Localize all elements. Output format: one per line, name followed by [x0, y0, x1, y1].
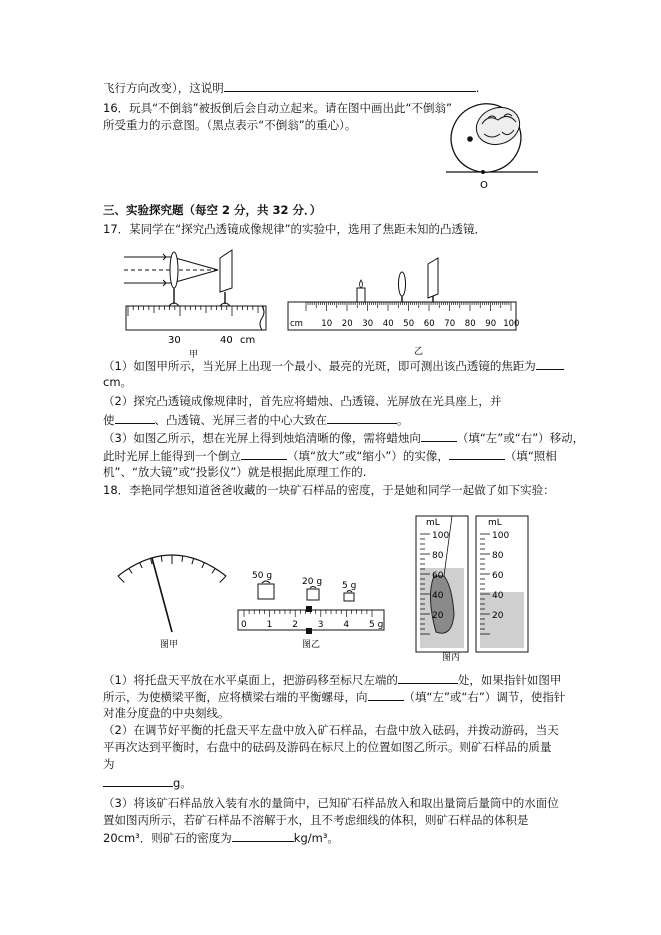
fig-jia-caption: 甲: [189, 350, 199, 358]
q18-figure-bing-cylinders: [412, 512, 532, 662]
lens-jia: [170, 252, 178, 288]
weight-20g: [307, 589, 319, 600]
ore-mass-blank[interactable]: [103, 775, 173, 787]
center-of-gravity-dot: [467, 136, 473, 142]
q15-blank[interactable]: [224, 80, 476, 92]
ruler-yi-unit: cm: [290, 319, 303, 329]
cylinder-tick-label: 40: [492, 591, 504, 601]
q17-p2b: 使 、凸透镜、光屏三者的中心大致在 。: [103, 413, 409, 427]
weight-50g: [258, 584, 274, 599]
q17-p2a: （2）探究凸透镜成像规律时，首先应将蜡烛、凸透镜、光屏放在光具座上，并: [103, 394, 502, 408]
ruler-yi-label: 80: [464, 319, 476, 329]
weight-20g-label: 20 g: [302, 577, 323, 587]
q17-stem: 17．某同学在“探究凸透镜成像规律”的实验中，选用了焦距未知的凸透镜．: [103, 222, 487, 236]
screen-yi: [428, 258, 438, 298]
focal-length-blank[interactable]: [536, 358, 564, 370]
rider-scale-label: 0: [241, 620, 247, 630]
q17-p3b: 此时光屏上能得到一个倒立 （填“放大”或“缩小”）的实像， （填“照相: [103, 449, 557, 463]
weight-5g-label: 5 g: [342, 581, 357, 591]
q18-figure-yi-weights: [236, 566, 386, 652]
q18-p3b: 置如图丙所示，若矿石样品不溶解于水，且不考虑细线的体积，则矿石样品的体积是: [103, 813, 529, 827]
candle: [357, 288, 365, 302]
fig-bing-caption: 图丙: [442, 653, 461, 662]
cylinder-tick-label: 80: [432, 551, 444, 561]
rider-scale-label: 5 g: [369, 620, 384, 630]
cylinder-tick-label: 20: [492, 611, 504, 621]
center-height-blank-a[interactable]: [115, 412, 155, 424]
fig-yi-caption: 乙: [414, 347, 424, 356]
ruler-yi-label: 70: [444, 319, 456, 329]
cylinder-right-unit: mL: [488, 518, 502, 528]
q16-line2: 所受重力的示意图。（黑点表示“不倒翁”的重心）。: [103, 118, 357, 132]
cylinder-tick-label: 40: [432, 591, 444, 601]
q18-p2b: 平再次达到平衡时，右盘中的砝码及游码在标尺上的位置如图乙所示。则矿石样品的质量: [103, 740, 552, 754]
ruler-jia-label-40: 40: [220, 335, 233, 346]
nut-direction-blank[interactable]: [368, 689, 404, 701]
image-size-blank[interactable]: [241, 448, 287, 460]
q18-p3c: 20cm³．则矿石的密度为 kg/m³。: [103, 831, 339, 845]
pivot-point: [481, 170, 485, 174]
rider-scale-label: 1: [266, 620, 273, 630]
rider-scale-label: 3: [317, 620, 324, 630]
density-blank[interactable]: [232, 830, 294, 842]
weight-5g: [344, 593, 354, 601]
ruler-yi-label: 100: [503, 319, 520, 329]
q17-figure-jia: [122, 248, 268, 358]
q17-p3a: （3）如图乙所示，想在光屏上得到烛焰清晰的像，需将蜡烛向 （填“左”或“右”）移动，: [103, 431, 585, 445]
q18-p3a: （3）将该矿石样品放入装有水的量筒中，已知矿石样品放入和取出量筒后量筒中的水面位: [103, 796, 559, 810]
candle-flame: [360, 280, 363, 288]
ruler-yi-label: 10: [321, 319, 333, 329]
balance-pointer: [152, 558, 172, 632]
q18-p1a: （1）将托盘天平放在水平桌面上，把游码移至标尺左端的 处，如果指针如图甲: [103, 673, 562, 687]
q18-p2d: g。: [103, 775, 192, 790]
cylinder-tick-label: 20: [432, 611, 444, 621]
q18-p2a: （2）在调节好平衡的托盘天平左盘中放入矿石样品，右盘中放入砝码，并拨动游码，当天: [103, 723, 559, 737]
ruler-yi-label: 60: [423, 319, 435, 329]
screen-jia: [220, 250, 232, 292]
weight-50g-label: 50 g: [252, 571, 273, 581]
fig-jia-caption-q18: 图甲: [160, 640, 179, 650]
ruler-yi-label: 50: [403, 319, 415, 329]
ruler-jia-unit: cm: [240, 335, 256, 346]
ruler-yi-label: 30: [362, 319, 374, 329]
cylinder-left-unit: mL: [426, 518, 440, 528]
q17-p1b: cm。: [103, 375, 133, 389]
cylinder-tick-label: 100: [432, 531, 450, 541]
q18-p1c: 对准分度盘的中央刻线。: [103, 706, 230, 720]
lens-yi: [399, 272, 406, 296]
pivot-label: O: [480, 180, 488, 191]
rider[interactable]: [306, 606, 312, 612]
cylinder-tick-label: 80: [492, 551, 504, 561]
q18-figure-jia-dial: [112, 534, 232, 654]
ruler-jia-label-30: 30: [168, 335, 181, 346]
ruler-yi-label: 40: [382, 319, 394, 329]
q18-p2c: 为: [103, 757, 115, 771]
q17-p1a: （1）如图甲所示，当光屏上出现一个最小、最亮的光斑，即可测出该凸透镜的焦距为: [103, 358, 564, 373]
candle-direction-blank[interactable]: [421, 430, 457, 442]
fig-yi-caption-q18: 图乙: [302, 640, 321, 650]
instrument-blank[interactable]: [449, 448, 505, 460]
section3-title: 三、实验探究题（每空 2 分，共 32 分．）: [103, 203, 322, 217]
ruler-yi-label: 20: [341, 319, 353, 329]
cylinder-tick-label: 100: [492, 531, 510, 541]
q15-tail: 飞行方向改变），这说明 .: [103, 81, 480, 95]
tumbler-figure: [440, 96, 544, 192]
zero-mark-blank[interactable]: [398, 672, 458, 684]
q18-stem: 18．李艳同学想知道爸爸收藏的一块矿石样品的密度，于是她和同学一起做了如下实验：: [103, 483, 555, 497]
cylinder-tick-label: 60: [432, 571, 444, 581]
q17-p3c: 机”、“放大镜”或“投影仪”）就是根据此原理工作的.: [103, 465, 367, 479]
ruler-yi-label: 90: [485, 319, 497, 329]
cylinder-tick-label: 60: [492, 571, 504, 581]
q16-line1: 16．玩具“不倒翁”被扳倒后会自动立起来。请在图中画出此“不倒翁”: [103, 101, 452, 115]
rider-scale-label: 4: [343, 620, 350, 630]
q18-p1b: 所示，为使横梁平衡，应将横梁右端的平衡螺母，向 （填“左”或“右”）调节，使指针: [103, 690, 566, 704]
center-height-blank-b[interactable]: [327, 412, 397, 424]
q17-figure-yi: [284, 256, 520, 356]
rider-scale-label: 2: [292, 620, 298, 630]
